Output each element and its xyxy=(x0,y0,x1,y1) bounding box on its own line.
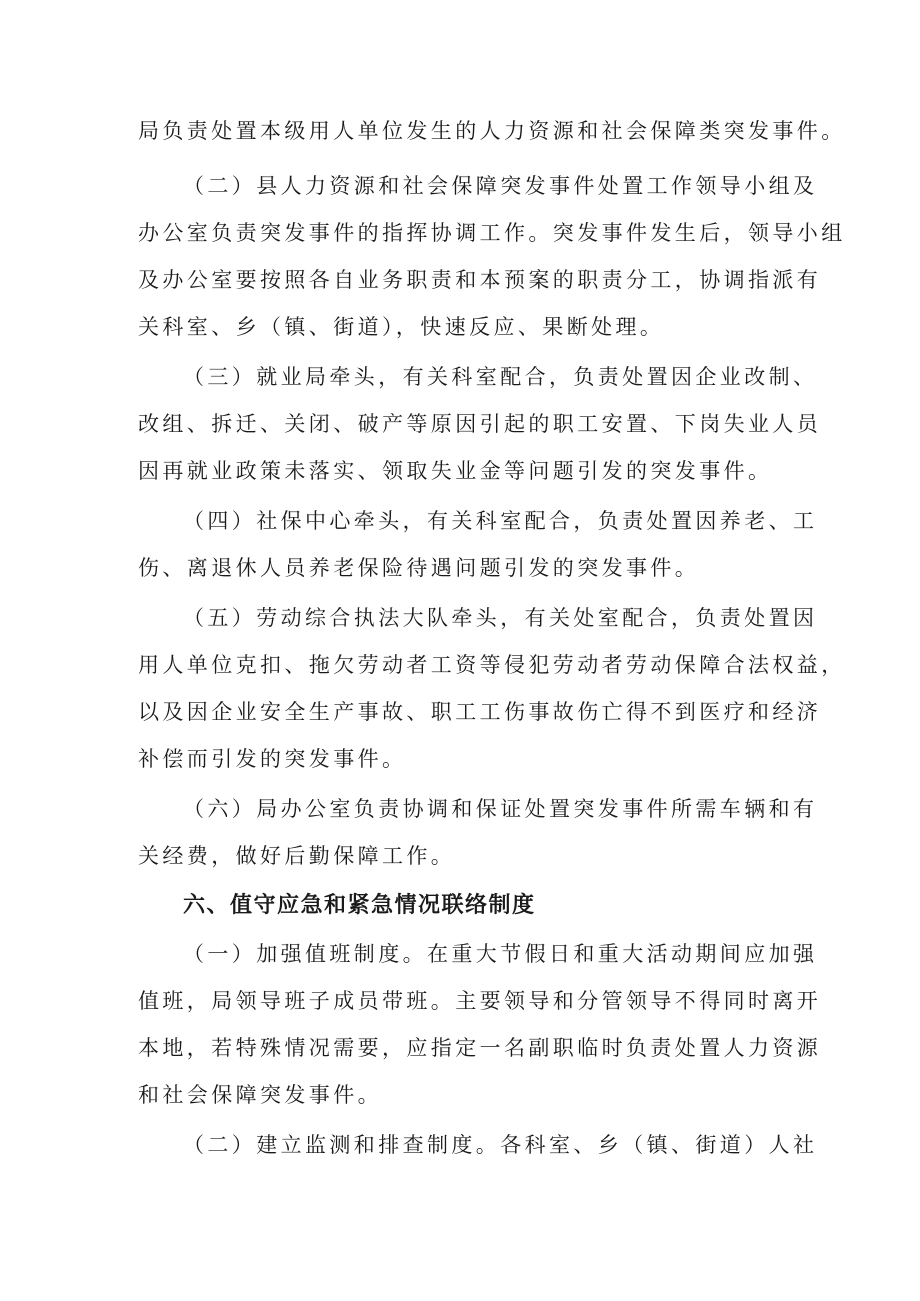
paragraph-line-18: 值班，局领导班子成员带班。主要领导和分管领导不得同时离开 xyxy=(138,989,822,1013)
paragraph-line-21: （二）建立监测和排查制度。各科室、乡（镇、街道）人社 xyxy=(183,1133,818,1157)
paragraph-line-13: 以及因企业安全生产事故、职工工伤事故伤亡得不到医疗和经济 xyxy=(138,700,822,724)
paragraph-line-3: 办公室负责突发事件的指挥协调工作。突发事件发生后，领导小组 xyxy=(138,221,846,245)
section-heading: 六、值守应急和紧急情况联络制度 xyxy=(183,893,536,918)
paragraph-line-1: 局负责处置本级用人单位发生的人力资源和社会保障类突发事件。 xyxy=(138,119,846,143)
paragraph-line-10: 伤、离退休人员养老保险待遇问题引发的突发事件。 xyxy=(138,556,700,580)
paragraph-line-15: （六）局办公室负责协调和保证处置突发事件所需车辆和有 xyxy=(183,797,818,821)
paragraph-line-8: 因再就业政策未落实、领取失业金等问题引发的突发事件。 xyxy=(138,459,773,483)
paragraph-line-4: 及办公室要按照各自业务职责和本预案的职责分工，协调指派有 xyxy=(138,268,822,292)
paragraph-line-12: 用人单位克扣、拖欠劳动者工资等侵犯劳动者劳动保障合法权益， xyxy=(138,653,846,677)
paragraph-line-17: （一）加强值班制度。在重大节假日和重大活动期间应加强 xyxy=(183,942,818,966)
paragraph-line-6: （三）就业局牵头，有关科室配合，负责处置因企业改制、 xyxy=(183,365,818,389)
paragraph-line-16: 关经费，做好后勤保障工作。 xyxy=(138,844,456,868)
paragraph-line-20: 和社会保障突发事件。 xyxy=(138,1083,382,1107)
paragraph-line-7: 改组、拆迁、关闭、破产等原因引起的职工安置、下岗失业人员 xyxy=(138,412,822,436)
paragraph-line-9: （四）社保中心牵头，有关科室配合，负责处置因养老、工 xyxy=(183,509,818,533)
paragraph-line-19: 本地，若特殊情况需要，应指定一名副职临时负责处置人力资源 xyxy=(138,1036,822,1060)
paragraph-line-11: （五）劳动综合执法大队牵头，有关处室配合，负责处置因 xyxy=(183,606,818,630)
paragraph-line-14: 补偿而引发的突发事件。 xyxy=(138,747,407,771)
paragraph-line-2: （二）县人力资源和社会保障突发事件处置工作领导小组及 xyxy=(183,174,818,198)
paragraph-line-5: 关科室、乡（镇、街道），快速反应、果断处理。 xyxy=(138,315,665,339)
